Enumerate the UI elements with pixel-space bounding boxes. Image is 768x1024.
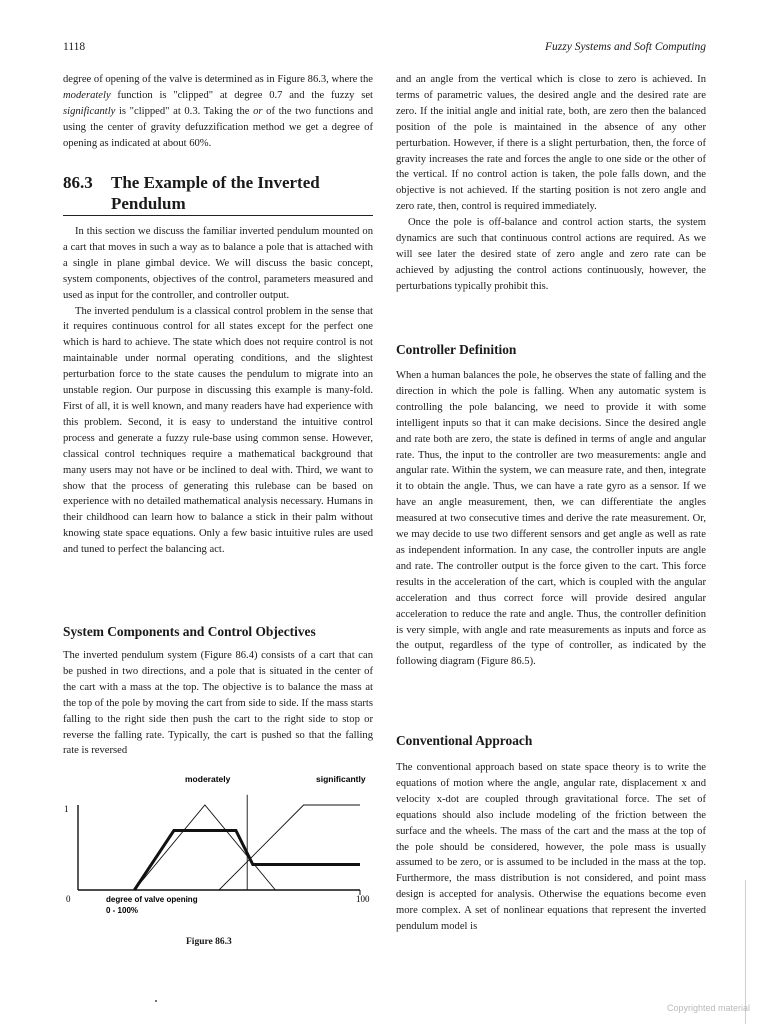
section-title-line1: The Example of the Inverted (111, 173, 320, 192)
intro-seg: is "clipped" at 0.3. Taking the (115, 105, 254, 117)
right-paragraph-2: Once the pole is off-balance and control action starts, the system dynamics are such that continuous control actions are required. As we will see later the desired state of zero angle and zero rate can be achieved by adjusting the control actions continuously, however, the perturbations typically prohibit this. (396, 217, 706, 292)
x-min-tick-label: 0 (66, 894, 71, 904)
page-number: 1118 (63, 41, 86, 53)
figure-86-3-chart (60, 770, 380, 930)
subsection2-body (396, 368, 706, 670)
subsection2-paragraph: When a human balances the pole, he observes the state of falling and the direction in which the pole is falling. When any automatic system is controlling the pole balancing, we need to provide it with some intelligent inputs so that it can make decisions. Since the desired angle and rate both are zero, the state is defined in terms of angle and angular rate. Thus, the input to the controller are two measurements: angle and angular rate. Within the system, we can measure rate, and then, integrate it to obtain the angle. Thus, we can have a rate gyro as a sensor. If we have an angle measurement, then, we can differentiate the angles measured at two consecutive times and derive the rate measurement. Or, we may decide to use two different sensors and get angle as well as rate as independent information. In any case, the controller inputs are angle and rate. The controller output is the force given to the cart. This force results in the acceleration of the cart, which is coupled with the angular acceleration and thus correct force will provide desired angular acceleration to reduce the rate and angle. Thus, the controller definition is very simple, with angle and rate measurements as inputs and force as the output, regardless of the type of controller, as indicated by the following diagram (Figure 86.5). (396, 370, 706, 668)
x-axis-label-line2: 0 - 100% (106, 906, 139, 915)
intro-seg: of the two functions and using the center of gravity defuzzification method we get a degree of opening as indicated at about 60%. (63, 105, 373, 149)
subsection-heading-controller-definition: Controller Definition (396, 342, 517, 357)
series-moderately (134, 805, 275, 890)
subsection1-body (63, 648, 373, 759)
y-max-tick-label: 1 (64, 804, 69, 814)
intro-block (63, 72, 373, 152)
x-axis-label-line1: degree of valve opening (106, 895, 198, 904)
section-body (63, 224, 373, 558)
copyright-watermark: Copyrighted material (666, 1003, 750, 1013)
intro-paragraph (63, 72, 373, 152)
running-title: Fuzzy Systems and Soft Computing (545, 41, 706, 53)
moderately-label: moderately (185, 774, 231, 784)
x-max-tick-label: 100 (356, 894, 370, 904)
subsection-heading-conventional-approach: Conventional Approach (396, 733, 533, 748)
significantly-label: significantly (316, 774, 366, 784)
figure-axes (78, 805, 360, 895)
section-rule (63, 215, 373, 216)
figure-caption: Figure 86.3 (186, 937, 232, 947)
scan-dot (155, 1000, 157, 1002)
intro-seg: degree of opening of the valve is determined as in Figure 86.3, where the (63, 74, 373, 85)
right-intro-block (396, 72, 706, 295)
section-title-line2: Pendulum (111, 194, 186, 213)
subsection-heading-system-components: System Components and Control Objectives (63, 624, 316, 639)
subsection1-paragraph: The inverted pendulum system (Figure 86.4) consists of a cart that can be pushed in two directions, and a pole that is situated in the center of the cart with a mass at the top. The objective is to balance the mass at the top of the pole by moving the cart from side to side. If the mass starts falling to the right side then push the cart to the right side to stop or reverse the falling rate. Typically, the cart is pushed so that the falling rate is reversed (63, 650, 373, 757)
subsection3-body (396, 760, 706, 935)
figure-marks (134, 795, 360, 890)
section-number: 86.3 (63, 173, 93, 192)
right-paragraph-1: and an angle from the vertical which is close to zero is achieved. In terms of parametric values, the desired angle and the desired rate are zero. If the initial angle and initial rate, both, are zero then the balanced position of the pole is maintained in the absence of any other perturbation. However, if there is a slight perturbation, then, the force of gravity increases the rate and forces the angle to one side or the other of the vertical. If no control action is taken, the pole falls down, and the objective is not achieved. If the starting position is not zero angle and zero rate, then, control is required immediately. (396, 74, 706, 213)
intro-seg: function is "clipped" at degree 0.7 and the fuzzy set (110, 89, 373, 101)
intro-seg-or: or (253, 105, 263, 117)
section-paragraph-2: The inverted pendulum is a classical control problem in the sense that it requires continuous control for all states except for the perfect one which is hard to achieve. The state which does not require control is not maintainable under normal operating conditions, and the slightest perturbation force to the state causes the pendulum to migrate into an unstable region. Our purpose in discussing this example is many-fold. First of all, it is well known, and many readers have had experience with this problem. Second, it is easy to understand the intuitive control process and generate a fuzzy rule-base using common sense. However, classical control techniques require a mathematical background that many users may not have or be inclined to deal with. Third, we want to show that the process of generating this rulebase can be based on experience with no detailed mathematical analysis necessary. Humans in their childhood can learn how to balance a stick in their palm without knowing state space equations. Only a few basic intuitive rules are used and tuned to perfect the balancing act. (63, 305, 373, 556)
section-heading (63, 172, 373, 214)
section-paragraph-1: In this section we discuss the familiar inverted pendulum mounted on a cart that moves in such a way as to balance a pole that is attached with a single in plane gimbal device. We will discuss the basic concept, system components, objectives of the control, parameters measured and used as input for the controller, and controller output. (63, 226, 373, 301)
intro-seg-moderately: moderately (63, 89, 111, 101)
subsection3-paragraph: The conventional approach based on state space theory is to write the equations of motion where the angle, angular rate, displacement x and velocity x-dot are coupled through gravitational force. The set of equations should also include modeling of the friction between the surface and the wheels. The mass of the cart and the mass at the top of the pole should be considered, however, the pole mass is usually assumed to be zero, or is assumed to be included in the mass at the top. Furthermore, the mass distribution is not considered, and point mass design is accepted for analysis. Otherwise the equations become even more complex. A set of nonlinear equations that represent the inverted pendulum model is (396, 762, 706, 933)
intro-seg-significantly: significantly (63, 105, 116, 117)
